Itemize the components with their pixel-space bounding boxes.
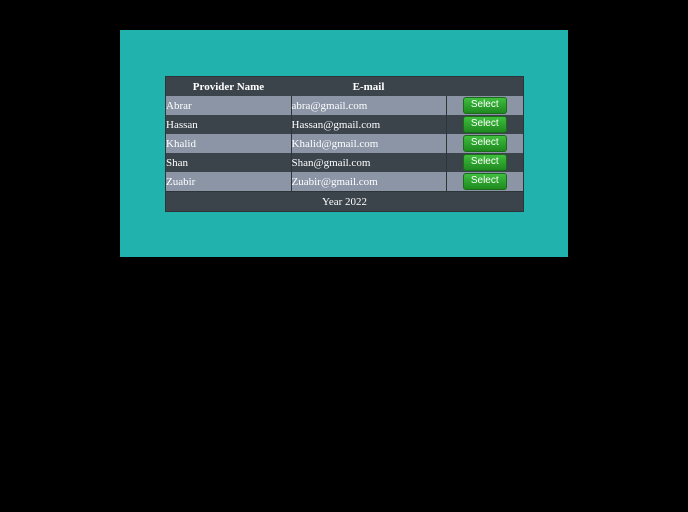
- cell-action: [446, 153, 523, 172]
- table-body: [166, 96, 523, 192]
- table-header-row: [166, 77, 523, 96]
- table-row: [166, 172, 523, 192]
- table-header: [166, 77, 523, 96]
- cell-provider-name: Shan: [166, 153, 291, 172]
- teal-panel: [120, 30, 568, 257]
- cell-email: Khalid@gmail.com: [291, 134, 446, 153]
- select-button[interactable]: Select: [463, 154, 507, 171]
- cell-email: Shan@gmail.com: [291, 153, 446, 172]
- select-button[interactable]: Select: [463, 173, 507, 190]
- table-footer: [166, 192, 523, 212]
- table-row: [166, 134, 523, 153]
- table-footer-row: [166, 192, 523, 212]
- column-header-action: [446, 77, 523, 96]
- cell-action: [446, 134, 523, 153]
- cell-provider-name: Hassan: [166, 115, 291, 134]
- select-button[interactable]: Select: [463, 97, 507, 114]
- cell-email: abra@gmail.com: [291, 96, 446, 115]
- cell-provider-name: Zuabir: [166, 172, 291, 192]
- cell-action: [446, 96, 523, 115]
- column-header-provider-name: Provider Name: [166, 77, 291, 96]
- select-button[interactable]: Select: [463, 116, 507, 133]
- table-row: [166, 96, 523, 115]
- table-row: [166, 153, 523, 172]
- cell-action: [446, 172, 523, 192]
- column-header-email: E-mail: [291, 77, 446, 96]
- cell-email: Zuabir@gmail.com: [291, 172, 446, 192]
- cell-email: Hassan@gmail.com: [291, 115, 446, 134]
- footer-year-label: Year 2022: [166, 192, 523, 212]
- select-button[interactable]: Select: [463, 135, 507, 152]
- provider-table-container: [165, 76, 524, 212]
- cell-action: [446, 115, 523, 134]
- cell-provider-name: Abrar: [166, 96, 291, 115]
- provider-table: [166, 77, 523, 211]
- cell-provider-name: Khalid: [166, 134, 291, 153]
- table-row: [166, 115, 523, 134]
